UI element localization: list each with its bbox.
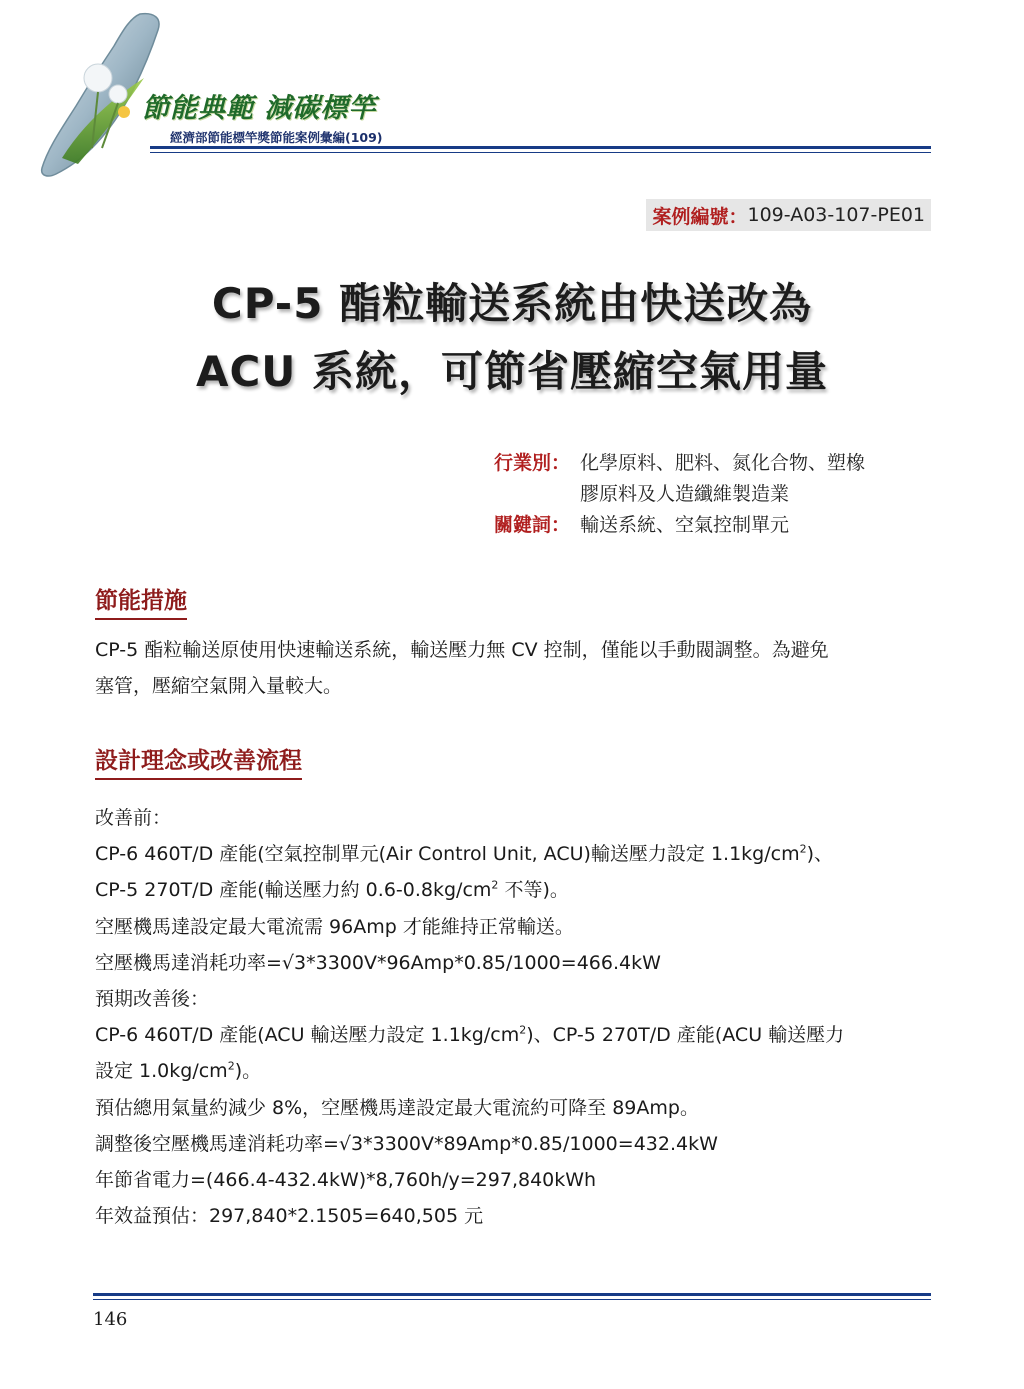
industry-row-continued bbox=[494, 479, 924, 510]
footer-divider-thin bbox=[93, 1299, 931, 1300]
section-heading-design: 設計理念或改善流程 bbox=[95, 742, 302, 780]
keywords-label: 關鍵詞： bbox=[494, 514, 571, 536]
design-line-5-text: CP-6 460T/D 產能(ACU 輸送壓力設定 1.1kg/cm bbox=[95, 1024, 520, 1047]
page-title-line-1: CP-5 酯粒輸送系統由快送改為 bbox=[211, 279, 813, 328]
industry-label-spacer bbox=[494, 479, 580, 510]
design-line-4: 空壓機馬達消耗功率=√3*3300V*96Amp*0.85/1000=466.4kW bbox=[95, 951, 661, 974]
page-title-line-2: ACU 系統，可節省壓縮空氣用量 bbox=[195, 347, 829, 396]
logo-subtitle: 經濟部節能標竿獎節能案例彙編(109) bbox=[170, 130, 383, 145]
case-number-value: 109-A03-107-PE01 bbox=[747, 204, 925, 226]
design-line-2-sup: 2 bbox=[491, 879, 499, 893]
logo-title: 節能典範 減碳標竿 bbox=[142, 93, 377, 124]
measures-line-1: CP-5 酯粒輸送原使用快速輸送系統，輸送壓力無 CV 控制，僅能以手動閥調整。為避免 bbox=[95, 639, 829, 661]
industry-value-line-1: 化學原料、肥料、氮化合物、塑橡 bbox=[580, 452, 866, 474]
header-logo bbox=[22, 8, 442, 183]
header-divider-thin bbox=[150, 152, 931, 153]
case-number-label: 案例編號： bbox=[652, 205, 748, 228]
keywords-value: 輸送系統、空氣控制單元 bbox=[580, 514, 790, 536]
case-number-box bbox=[646, 199, 931, 231]
design-line-6-text: 設定 1.0kg/cm bbox=[95, 1060, 228, 1083]
keywords-row bbox=[494, 510, 924, 541]
design-line-3: 空壓機馬達設定最大電流需 96Amp 才能維持正常輸送。 bbox=[95, 915, 574, 938]
industry-value-line-2: 膠原料及人造纖維製造業 bbox=[580, 483, 790, 505]
design-line-7: 預估總用氣量約減少 8%，空壓機馬達設定最大電流約可降至 89Amp。 bbox=[95, 1096, 699, 1119]
design-line-1 bbox=[95, 836, 935, 872]
industry-row bbox=[494, 448, 924, 479]
page-title bbox=[0, 270, 1024, 406]
design-body bbox=[95, 800, 935, 1234]
footer-divider bbox=[93, 1293, 931, 1296]
design-line-6-tail: )。 bbox=[234, 1060, 262, 1083]
design-line-1-text: CP-6 460T/D 產能(空氣控制單元(Air Control Unit, ACU)輸送壓力設定 1.1kg/cm bbox=[95, 843, 800, 866]
page-number: 146 bbox=[93, 1309, 128, 1330]
before-label: 改善前： bbox=[95, 807, 172, 829]
design-line-2-tail: 不等)。 bbox=[498, 879, 569, 902]
industry-label: 行業別： bbox=[494, 452, 571, 474]
header-divider bbox=[150, 146, 931, 149]
measures-line-2: 塞管，壓縮空氣開入量較大。 bbox=[95, 675, 343, 697]
design-line-2 bbox=[95, 872, 935, 908]
design-line-1-tail: )、 bbox=[806, 843, 834, 866]
after-label: 預期改善後： bbox=[95, 988, 210, 1011]
design-line-5-sup: 2 bbox=[519, 1023, 527, 1037]
design-line-9: 年節省電力=(466.4-432.4kW)*8,760h/y=297,840kWh bbox=[95, 1169, 597, 1192]
design-line-1-sup: 2 bbox=[799, 842, 807, 856]
design-line-6-sup: 2 bbox=[227, 1060, 235, 1074]
measures-paragraph bbox=[95, 632, 935, 704]
design-line-5-tail: )、CP-5 270T/D 產能(ACU 輸送壓力 bbox=[526, 1024, 845, 1047]
design-line-2-text: CP-5 270T/D 產能(輸送壓力約 0.6-0.8kg/cm bbox=[95, 879, 492, 902]
case-meta bbox=[494, 448, 924, 541]
design-line-10: 年效益預估：297,840*2.1505=640,505 元 bbox=[95, 1205, 484, 1228]
design-line-5 bbox=[95, 1017, 935, 1053]
section-heading-measures: 節能措施 bbox=[95, 582, 187, 620]
design-line-6 bbox=[95, 1053, 935, 1089]
design-line-8: 調整後空壓機馬達消耗功率=√3*3300V*89Amp*0.85/1000=432.4kW bbox=[95, 1132, 718, 1155]
